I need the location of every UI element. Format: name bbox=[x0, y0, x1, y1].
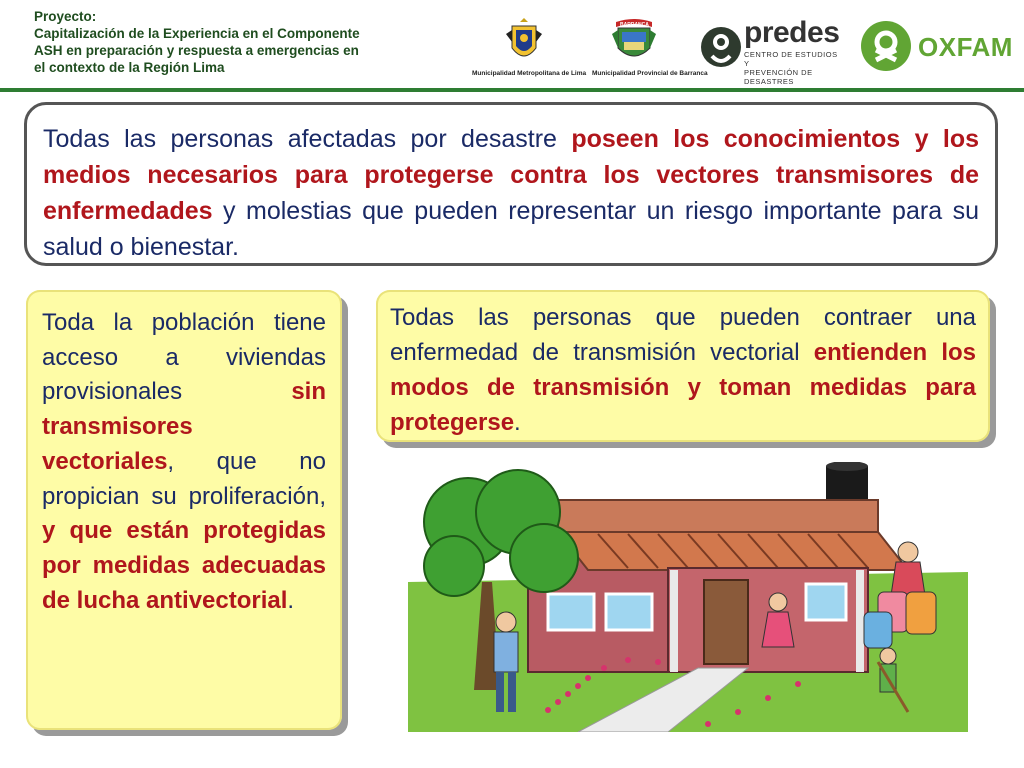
top-text-1: Todas las personas afectadas por desastre bbox=[43, 125, 572, 153]
left-statement bbox=[42, 306, 326, 618]
right-statement-box bbox=[376, 290, 990, 442]
predes-mark-icon bbox=[700, 22, 742, 72]
top-statement bbox=[43, 121, 979, 265]
water-tank-icon bbox=[826, 462, 868, 504]
project-line-3: el contexto de la Región Lima bbox=[34, 60, 225, 75]
right-text-2: . bbox=[514, 409, 521, 436]
oxfam-name: OXFAM bbox=[918, 32, 1013, 62]
municipal-logos bbox=[472, 18, 708, 82]
house-illustration bbox=[408, 462, 968, 732]
left-text-3: . bbox=[287, 586, 295, 614]
house-door bbox=[704, 580, 748, 664]
top-text-2: y molestias que pueden representar un riesgo importante para su salud o bienestar. bbox=[43, 197, 979, 261]
project-line-1: Capitalización de la Experiencia en el Componente bbox=[34, 26, 360, 41]
predes-sub-line-2: PREVENCIÓN DE DESASTRES bbox=[744, 68, 813, 86]
right-statement bbox=[390, 300, 976, 440]
muni-barranca-banner: BARRANCA bbox=[620, 22, 649, 28]
header-divider bbox=[0, 88, 1024, 92]
muni-barranca-caption: Municipalidad Provincial de Barranca bbox=[592, 70, 708, 77]
window-right bbox=[806, 584, 846, 620]
muni-lima-crest-icon bbox=[472, 18, 690, 68]
predes-name: predes bbox=[744, 16, 840, 49]
predes-logo bbox=[700, 16, 840, 86]
right-text-1: Todas las personas que pueden contraer una enfermedad de transmisión vectorial bbox=[390, 304, 976, 366]
house-roof-back bbox=[558, 500, 878, 534]
oxfam-logo bbox=[860, 20, 1013, 72]
project-label: Proyecto: bbox=[34, 9, 97, 24]
top-highlight: poseen los conocimientos y los medios necesarios para protegerse contra los vectores transmisores de enfermedades bbox=[43, 125, 979, 225]
project-title bbox=[34, 8, 434, 76]
predes-sub-line-1: CENTRO DE ESTUDIOS Y bbox=[744, 50, 838, 68]
top-statement-box bbox=[24, 102, 998, 266]
left-text-2: , que no propician su proliferación, bbox=[42, 447, 326, 510]
right-highlight: entienden los modos de transmisión y toman medidas para protegerse bbox=[390, 339, 977, 436]
left-text-1: Toda la población tiene acceso a viviendas provisionales bbox=[42, 309, 326, 406]
window-left bbox=[548, 594, 594, 630]
left-statement-box bbox=[26, 290, 342, 730]
window-mid bbox=[606, 594, 652, 630]
oxfam-mark-icon bbox=[860, 20, 912, 72]
slide-header bbox=[0, 0, 1024, 92]
project-line-2: ASH en preparación y respuesta a emergencias en bbox=[34, 43, 359, 58]
left-highlight-1: sin transmisores vectoriales bbox=[42, 378, 326, 475]
left-highlight-2: y que están protegidas por medidas adecuadas de lucha antivectorial bbox=[42, 517, 326, 614]
predes-subtitle bbox=[744, 50, 840, 86]
muni-lima-caption: Municipalidad Metropolitana de Lima bbox=[472, 70, 587, 77]
